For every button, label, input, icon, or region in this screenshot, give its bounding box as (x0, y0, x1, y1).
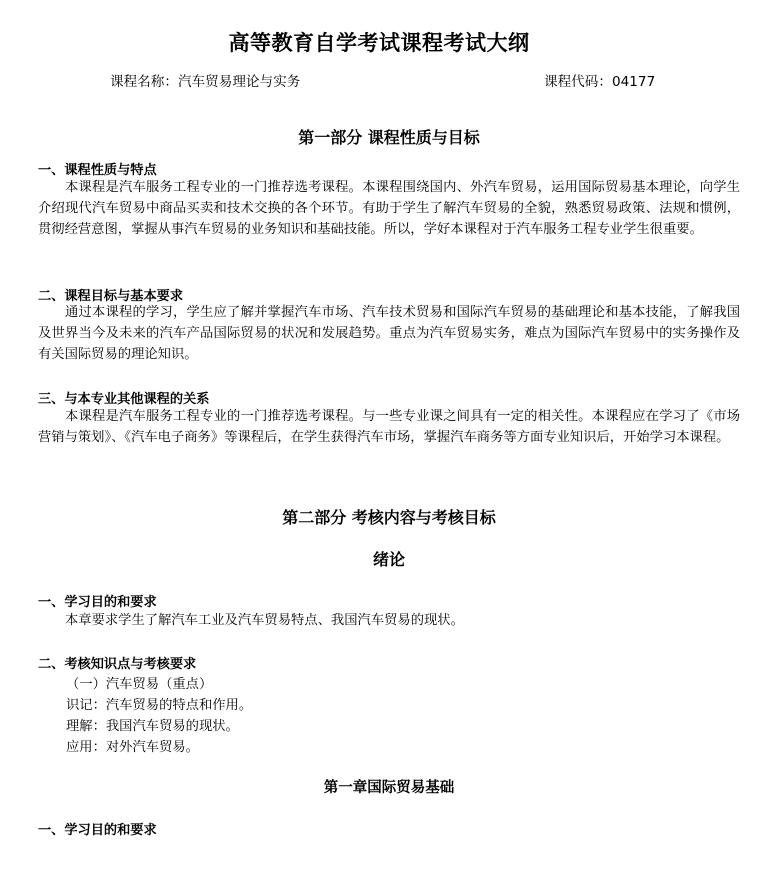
intro-section1-heading: 一、学习目的和要求 (38, 595, 157, 610)
document-title: 高等教育自学考试课程考试大纲 (228, 31, 530, 55)
part2-heading: 第二部分 考核内容与考核目标 (282, 508, 496, 527)
knowledge-requirement-memorize: 识记：汽车贸易的特点和作用。 (66, 698, 253, 713)
part1-section1-body: 本课程是汽车服务工程专业的一门推荐选考课程。本课程围绕国内、外汽车贸易，运用国际贸易基本理论，向学生介绍现代汽车贸易中商品买卖和技术交换的各个环节。有助于学生了解汽车贸易的全貌，熟悉贸易政策、法规和惯例，贯彻经营意图，掌握从事汽车贸易的业务知识和基础技能。所以，学好本课程对于汽车服务工程专业学生很重要。 (38, 180, 740, 237)
chapter1-heading: 第一章国际贸易基础 (323, 780, 455, 796)
chapter1-section1-heading: 一、学习目的和要求 (38, 823, 157, 838)
course-code: 课程代码：04177 (544, 74, 656, 90)
part1-section2-heading: 二、课程目标与基本要求 (38, 289, 184, 304)
part1-section3-body: 本课程是汽车服务工程专业的一门推荐选考课程。与一些专业课之间具有一定的相关性。本课程应在学习了《市场营销与策划》、《汽车电子商务》等课程后，在学生获得汽车市场，掌握汽车商务等方面专业知识后，开始学习本课程。 (38, 409, 740, 445)
part1-heading: 第一部分 课程性质与目标 (298, 128, 480, 147)
knowledge-requirement-apply: 应用：对外汽车贸易。 (66, 740, 199, 755)
knowledge-requirement-understand: 理解：我国汽车贸易的现状。 (66, 719, 239, 734)
intro-section2-heading: 二、考核知识点与考核要求 (38, 657, 197, 672)
part1-section1-heading: 一、课程性质与特点 (38, 163, 157, 178)
knowledge-point-item: （一）汽车贸易（重点） (66, 677, 213, 692)
part1-section3-heading: 三、与本专业其他课程的关系 (38, 392, 210, 407)
part1-section2-body: 通过本课程的学习，学生应了解并掌握汽车市场、汽车技术贸易和国际汽车贸易的基础理论和基本技能，了解我国及世界当今及未来的汽车产品国际贸易的状况和发展趋势。重点为汽车贸易实务，难点为国际汽车贸易中的实务操作及有关国际贸易的理论知识。 (38, 305, 740, 362)
intro-heading: 绪论 (372, 550, 405, 569)
course-name: 课程名称：汽车贸易理论与实务 (110, 74, 301, 90)
intro-section1-body: 本章要求学生了解汽车工业及汽车贸易特点、我国汽车贸易的现状。 (65, 613, 464, 628)
